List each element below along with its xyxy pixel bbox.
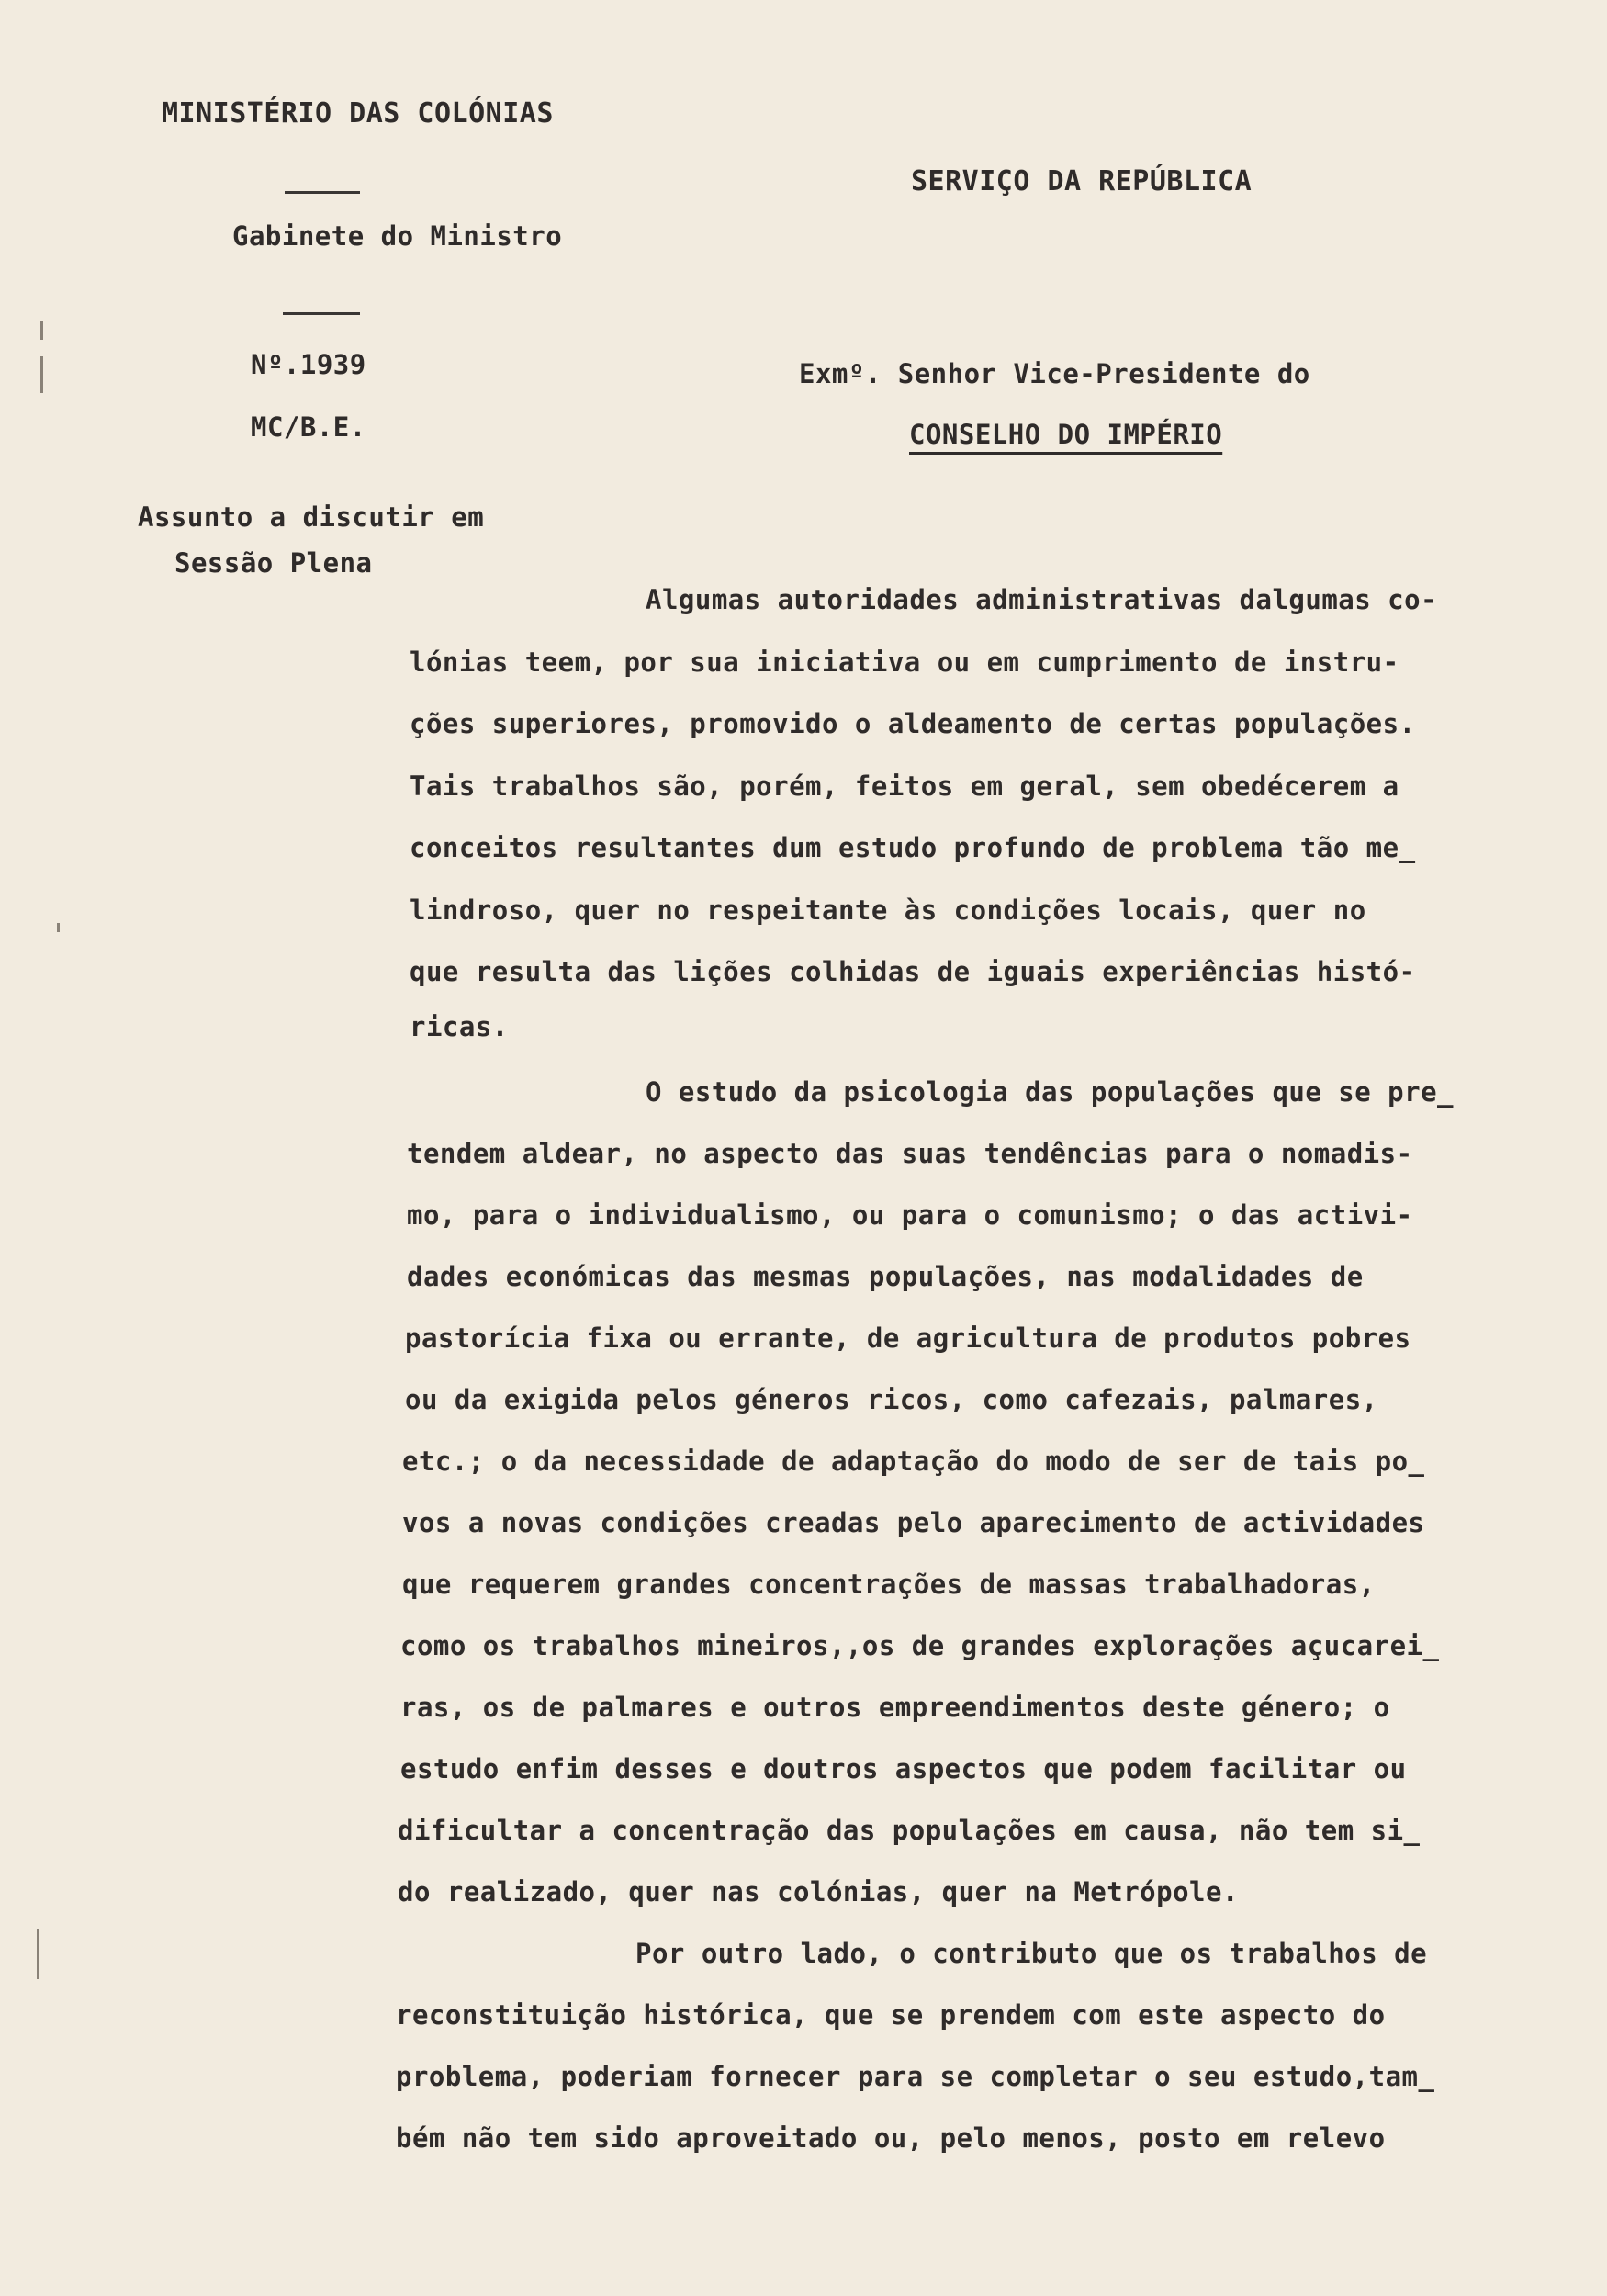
document-reference: MC/B.E.	[251, 411, 366, 443]
text-line: ricas.	[410, 1011, 509, 1042]
subject-line-1: Assunto a discutir em	[138, 501, 485, 533]
binding-mark	[40, 356, 43, 393]
text-line: ras, os de palmares e outros empreendimentos deste género; o	[400, 1692, 1390, 1723]
subject-line-2: Sessão Plena	[174, 547, 373, 579]
binding-mark	[40, 321, 43, 340]
text-line: tendem aldear, no aspecto das suas tendências para o nomadis-	[407, 1138, 1413, 1169]
text-line: estudo enfim desses e doutros aspectos que podem facilitar ou	[400, 1753, 1407, 1784]
text-line: dades económicas das mesmas populações, nas modalidades de	[407, 1261, 1364, 1292]
text-line: O estudo da psicologia das populações que se pre_	[646, 1076, 1455, 1108]
text-line: etc.; o da necessidade de adaptação do modo de ser de tais po_	[402, 1446, 1425, 1477]
text-line: Por outro lado, o contributo que os trabalhos de	[635, 1938, 1428, 1969]
text-line: Tais trabalhos são, porém, feitos em geral, sem obedécerem a	[410, 771, 1399, 802]
text-line: como os trabalhos mineiros,,os de grandes explorações açucarei_	[400, 1630, 1440, 1661]
text-line: vos a novas condições creadas pelo aparecimento de actividades	[402, 1507, 1425, 1538]
text-line: lindroso, quer no respeitante às condições locais, quer no	[410, 895, 1366, 926]
binding-mark	[57, 923, 60, 932]
text-line: do realizado, quer nas colónias, quer na Metrópole.	[398, 1876, 1239, 1908]
service-heading: SERVIÇO DA REPÚBLICA	[911, 165, 1253, 197]
text-line: pastorícia fixa ou errante, de agricultura de produtos pobres	[405, 1322, 1411, 1354]
binding-mark	[37, 1929, 39, 1979]
text-line: dificultar a concentração das populações em causa, não tem si_	[398, 1815, 1421, 1846]
text-line: que resulta das lições colhidas de iguais experiências histó-	[410, 956, 1416, 987]
text-line: conceitos resultantes dum estudo profundo de problema tão me_	[410, 832, 1416, 863]
text-line: ou da exigida pelos géneros ricos, como cafezais, palmares,	[405, 1384, 1378, 1415]
addressee-line-2: CONSELHO DO IMPÉRIO	[909, 419, 1223, 450]
text-line: bém não tem sido aproveitado ou, pelo menos, posto em relevo	[396, 2122, 1386, 2154]
document-number: Nº.1939	[251, 349, 366, 380]
addressee-line-1: Exmº. Senhor Vice-Presidente do	[799, 358, 1310, 389]
cabinet-heading: Gabinete do Ministro	[232, 220, 563, 252]
text-line: reconstituição histórica, que se prendem com este aspecto do	[396, 1999, 1386, 2031]
header-divider-2	[283, 312, 360, 315]
text-line: problema, poderiam fornecer para se completar o seu estudo,tam_	[396, 2061, 1435, 2092]
ministry-heading: MINISTÉRIO DAS COLÓNIAS	[162, 97, 554, 129]
header-divider-1	[285, 191, 360, 194]
text-line: Algumas autoridades administrativas dalgumas co-	[646, 584, 1438, 615]
text-line: mo, para o individualismo, ou para o comunismo; o das activi-	[407, 1199, 1413, 1231]
text-line: ções superiores, promovido o aldeamento de certas populações.	[410, 708, 1416, 739]
text-line: lónias teem, por sua iniciativa ou em cumprimento de instru-	[410, 647, 1399, 678]
text-line: que requerem grandes concentrações de massas trabalhadoras,	[402, 1569, 1376, 1600]
